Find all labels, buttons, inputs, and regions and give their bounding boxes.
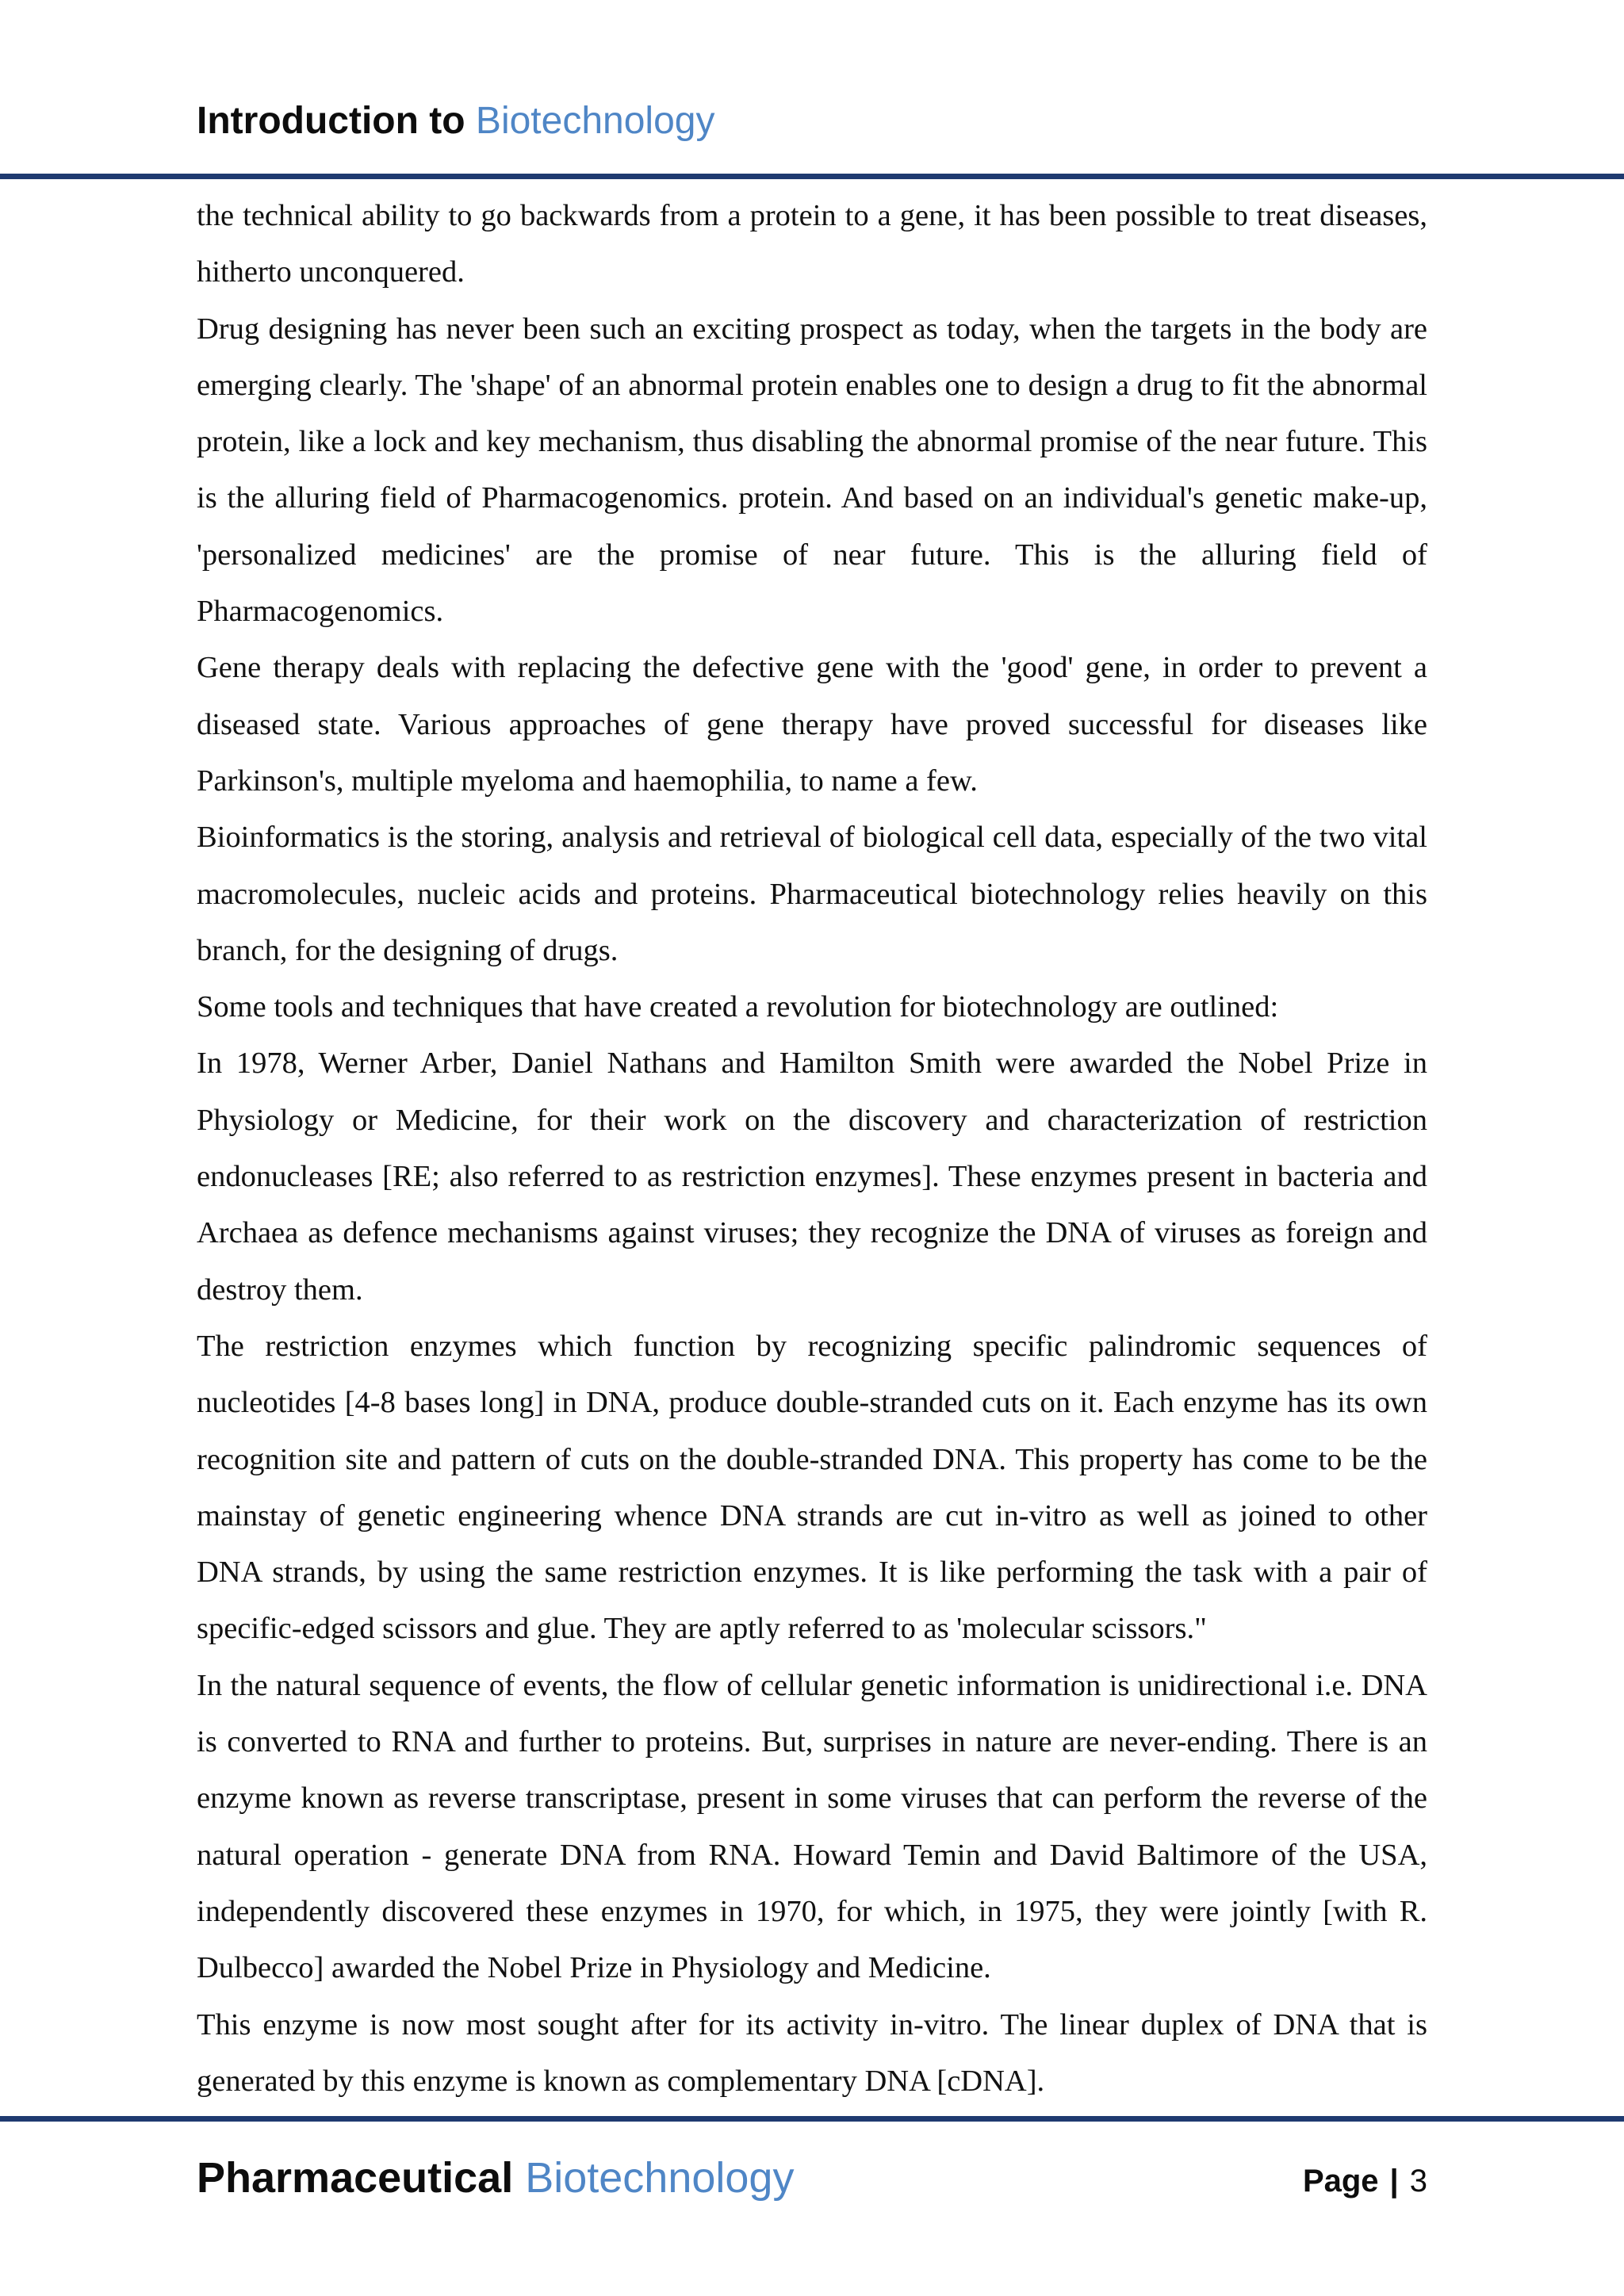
paragraph: Some tools and techniques that have created a revolution for biotechnology are outlined: [197, 990, 1279, 1024]
paragraph: In 1978, Werner Arber, Daniel Nathans and Hamilton Smith were awarded the Nobel Prize in Physiology or Medicine, for their work on the discovery and characterization of restriction endonucleases [RE; also referred to as restriction enzymes]. These enzymes present in bacteria and Archaea as defence mechanisms against viruses; they recognize the DNA of viruses as foreign and destroy them. [197, 1047, 1427, 1307]
paragraph: the technical ability to go backwards from a protein to a gene, it has been possible to treat diseases, hitherto unconquered. [197, 199, 1427, 289]
footer-divider [0, 2116, 1624, 2122]
paragraph: Bioinformatics is the storing, analysis and retrieval of biological cell data, especially of the two vital macromolecules, nucleic acids and proteins. Pharmaceutical biotechnology relies heavily on this branch, for the designing of drugs. [197, 821, 1427, 967]
page-number-block [1303, 2153, 1427, 2209]
document-body [197, 188, 1427, 2110]
header-title-accent: Biotechnology [475, 100, 715, 142]
paragraph: Drug designing has never been such an exciting prospect as today, when the targets in the body are emerging clearly. The 'shape' of an abnormal protein enables one to design a drug to fit the abnormal protein, like a lock and key mechanism, thus disabling the abnormal promise of the near future. This is the alluring field of Pharmacogenomics. protein. And based on an individual's genetic make-up, 'personalized medicines' are the promise of near future. This is the alluring field of Pharmacogenomics. [197, 312, 1427, 629]
header-title-bold: Introduction to [197, 100, 465, 142]
page-number: 3 [1409, 2164, 1427, 2198]
paragraph: In the natural sequence of events, the flow of cellular genetic information is unidirectional i.e. DNA is converted to RNA and further to proteins. But, surprises in nature are never-ending. There is an enzyme known as reverse transcriptase, present in some viruses that can perform the reverse of the natural operation - generate DNA from RNA. Howard Temin and David Baltimore of the USA, independently discovered these enzymes in 1970, for which, in 1975, they were jointly [with R. Dulbecco] awarded the Nobel Prize in Physiology and Medicine. [197, 1668, 1427, 1985]
paragraph: The restriction enzymes which function by recognizing specific palindromic sequences of nucleotides [4-8 bases long] in DNA, produce double-stranded cuts on it. Each enzyme has its own recognition site and pattern of cuts on the double-stranded DNA. This property has come to be the mainstay of genetic engineering whence DNA strands are cut in-vitro as well as joined to other DNA strands, by using the same restriction enzymes. It is like performing the task with a pair of specific-edged scissors and glue. They are aptly referred to as 'molecular scissors." [197, 1329, 1427, 1646]
footer-title-bold: Pharmaceutical [197, 2154, 514, 2202]
page-header-title [197, 94, 714, 149]
paragraph: Gene therapy deals with replacing the defective gene with the 'good' gene, in order to prevent a diseased state. Various approaches of gene therapy have proved successful for diseases like Parkinson's, multiple myeloma and haemophilia, to name a few. [197, 651, 1427, 798]
header-divider [0, 174, 1624, 179]
footer-title-accent: Biotechnology [525, 2154, 795, 2202]
page-footer-title [197, 2149, 794, 2207]
paragraph: This enzyme is now most sought after for its activity in-vitro. The linear duplex of DNA that is generated by this enzyme is known as complementary DNA [cDNA]. [197, 2007, 1427, 2098]
page-label: Page [1302, 2164, 1379, 2198]
page-separator: | [1389, 2164, 1399, 2198]
